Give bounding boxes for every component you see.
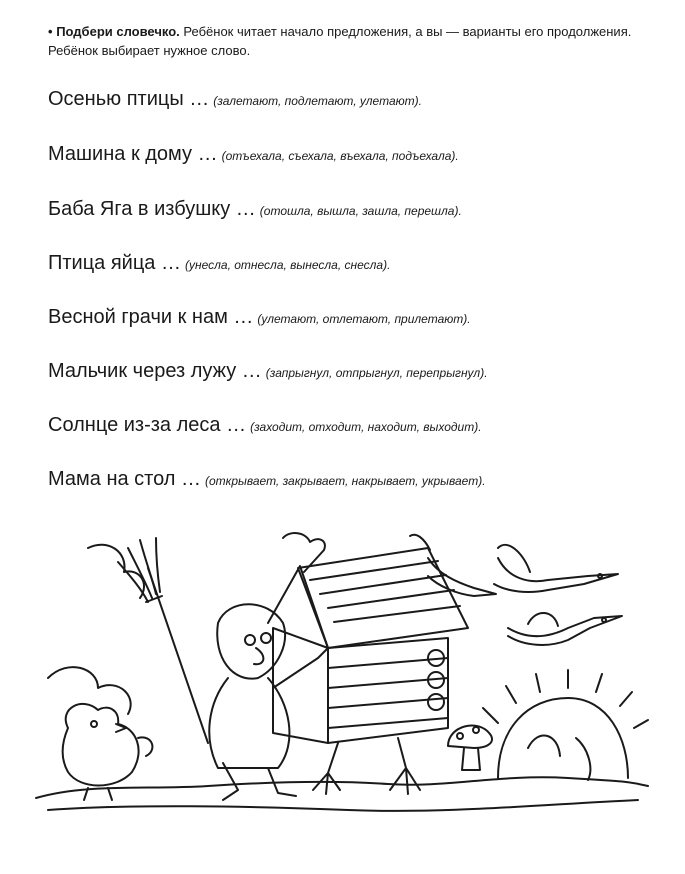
sentence-start: Весной грачи к нам … — [48, 306, 254, 328]
sentence-options: (залетают, подлетают, улетают). — [213, 94, 422, 108]
sentence-row — [48, 414, 482, 437]
ground — [36, 777, 648, 811]
bird-icon — [508, 613, 622, 645]
sun-icon — [483, 670, 648, 780]
sentence-row — [48, 360, 488, 383]
instruction-title: Подбери словечко. — [56, 24, 180, 39]
sentence-start: Мама на стол … — [48, 468, 202, 490]
sentence-row — [48, 198, 462, 221]
mushroom-icon — [448, 725, 492, 770]
sentence-start: Мальчик через лужу … — [48, 360, 262, 382]
bullet: • — [48, 24, 53, 39]
sentence-row — [48, 88, 422, 111]
sentence-options: (отошла, вышла, зашла, перешла). — [259, 204, 462, 218]
sentence-start: Баба Яга в избушку … — [48, 198, 256, 220]
instruction-paragraph — [48, 22, 658, 60]
sentence-row — [48, 252, 390, 275]
sentence-start: Солнце из-за леса … — [48, 414, 247, 436]
hut-icon — [268, 533, 468, 794]
sentence-row — [48, 143, 459, 166]
bird-icon — [410, 535, 496, 596]
sentence-start: Осенью птицы … — [48, 88, 210, 110]
instruction-text: Ребёнок читает начало предложения, а вы — варианты его продолжения. Ребёнок выбирает нужное слово. — [48, 24, 632, 58]
sentence-start: Птица яйца … — [48, 252, 181, 274]
baba-yaga-figure — [209, 604, 328, 800]
sentence-options: (улетают, отлетают, прилетают). — [257, 312, 471, 326]
sentence-options: (заходит, отходит, находит, выходит). — [250, 420, 482, 434]
chick-icon — [63, 704, 153, 800]
bush-icon — [48, 545, 144, 714]
sentence-row — [48, 306, 471, 329]
sentence-start: Машина к дому … — [48, 143, 218, 165]
broom-icon — [118, 538, 208, 743]
sentence-row — [48, 468, 486, 491]
sentence-options: (запрыгнул, отпрыгнул, перепрыгнул). — [265, 366, 488, 380]
illustration — [28, 528, 654, 838]
sentence-options: (отъехала, съехала, въехала, подъехала). — [221, 149, 459, 163]
bird-icon — [494, 545, 618, 592]
sentence-options: (открывает, закрывает, накрывает, укрывает). — [205, 474, 486, 488]
sentence-options: (унесла, отнесла, вынесла, снесла). — [184, 258, 391, 272]
